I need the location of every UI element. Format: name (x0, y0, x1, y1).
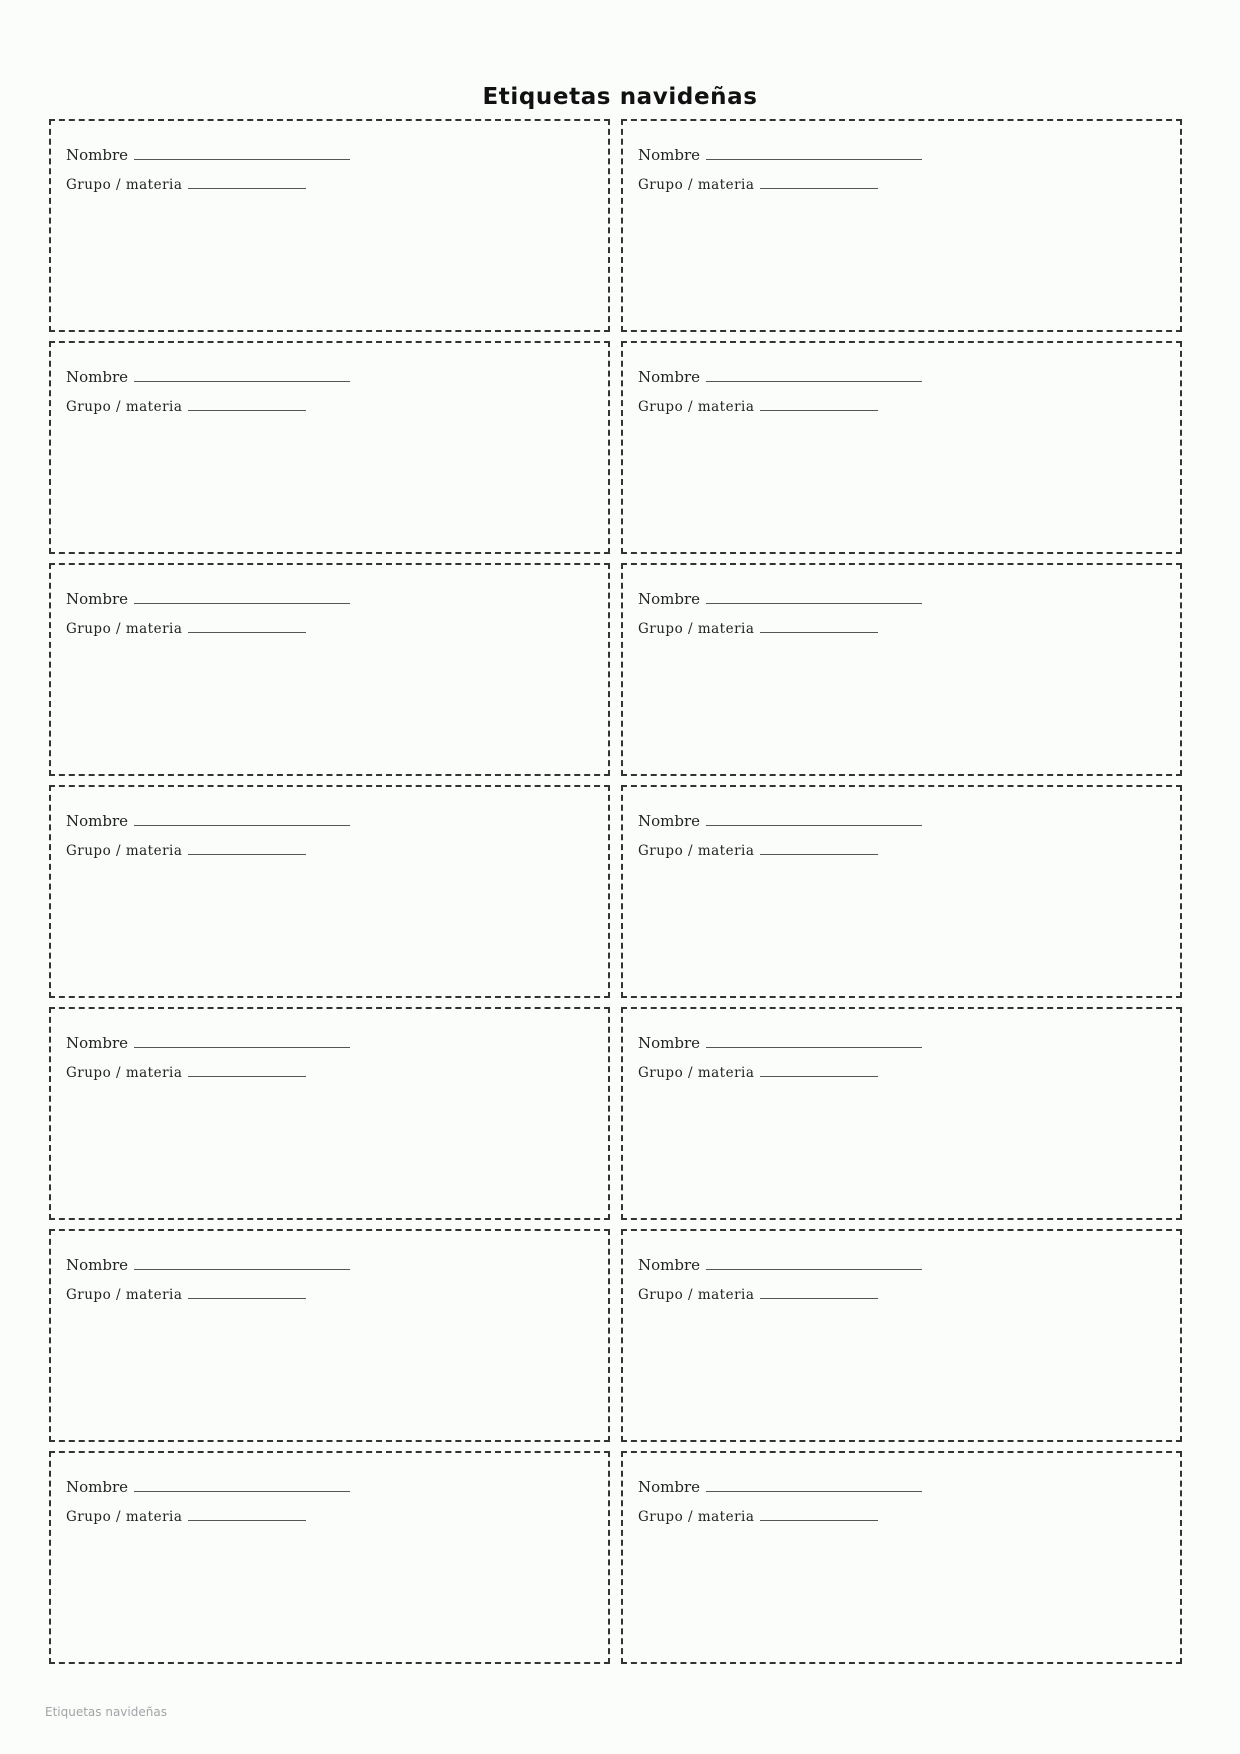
group-label: Grupo / materia (638, 843, 755, 859)
group-label: Grupo / materia (66, 1065, 183, 1081)
name-field (66, 1250, 593, 1280)
name-blank-line[interactable] (706, 602, 922, 604)
name-field (638, 1250, 1165, 1280)
name-label: Nombre (638, 1034, 701, 1052)
gift-label (621, 341, 1182, 554)
name-field (66, 362, 593, 392)
name-field (638, 362, 1165, 392)
group-label: Grupo / materia (66, 843, 183, 859)
name-label: Nombre (66, 1478, 129, 1496)
group-label: Grupo / materia (66, 1287, 183, 1303)
group-field (66, 614, 593, 644)
group-blank-line[interactable] (760, 409, 878, 411)
page-title: Etiquetas navideñas (482, 84, 758, 110)
gift-label (621, 1229, 1182, 1442)
gift-label (49, 119, 610, 332)
group-blank-line[interactable] (760, 1297, 878, 1299)
name-blank-line[interactable] (134, 158, 350, 160)
group-label: Grupo / materia (638, 1509, 755, 1525)
gift-label (621, 1451, 1182, 1664)
name-label: Nombre (66, 146, 129, 164)
name-label: Nombre (638, 590, 701, 608)
name-field (638, 1472, 1165, 1502)
gift-label (49, 785, 610, 998)
name-label: Nombre (638, 368, 701, 386)
gift-label (621, 785, 1182, 998)
gift-label (621, 563, 1182, 776)
gift-label (621, 1007, 1182, 1220)
name-label: Nombre (638, 812, 701, 830)
name-blank-line[interactable] (706, 1268, 922, 1270)
name-blank-line[interactable] (706, 1046, 922, 1048)
name-field (638, 584, 1165, 614)
name-label: Nombre (66, 812, 129, 830)
name-blank-line[interactable] (134, 1268, 350, 1270)
name-blank-line[interactable] (134, 602, 350, 604)
name-label: Nombre (66, 1256, 129, 1274)
name-label: Nombre (638, 1478, 701, 1496)
group-label: Grupo / materia (638, 1065, 755, 1081)
label-grid (49, 119, 1182, 1664)
name-blank-line[interactable] (706, 824, 922, 826)
gift-label (49, 563, 610, 776)
name-blank-line[interactable] (134, 824, 350, 826)
group-field (638, 1280, 1165, 1310)
group-label: Grupo / materia (638, 177, 755, 193)
group-blank-line[interactable] (188, 631, 306, 633)
name-label: Nombre (66, 590, 129, 608)
group-field (66, 392, 593, 422)
name-blank-line[interactable] (706, 380, 922, 382)
group-blank-line[interactable] (188, 853, 306, 855)
group-blank-line[interactable] (188, 1297, 306, 1299)
group-label: Grupo / materia (638, 1287, 755, 1303)
group-blank-line[interactable] (760, 853, 878, 855)
gift-label (49, 1229, 610, 1442)
group-field (66, 170, 593, 200)
name-label: Nombre (638, 146, 701, 164)
group-field (66, 1502, 593, 1532)
gift-label (49, 1451, 610, 1664)
group-blank-line[interactable] (760, 1075, 878, 1077)
group-field (638, 1058, 1165, 1088)
group-blank-line[interactable] (188, 409, 306, 411)
name-blank-line[interactable] (134, 1490, 350, 1492)
name-field (638, 1028, 1165, 1058)
page-footer: Etiquetas navideñas (45, 1705, 167, 1719)
group-label: Grupo / materia (66, 621, 183, 637)
group-label: Grupo / materia (66, 1509, 183, 1525)
group-blank-line[interactable] (760, 631, 878, 633)
group-field (638, 170, 1165, 200)
gift-label (49, 341, 610, 554)
group-field (66, 1058, 593, 1088)
name-field (66, 1472, 593, 1502)
group-label: Grupo / materia (638, 399, 755, 415)
name-blank-line[interactable] (134, 380, 350, 382)
gift-label (621, 119, 1182, 332)
name-field (638, 806, 1165, 836)
group-label: Grupo / materia (66, 399, 183, 415)
gift-label (49, 1007, 610, 1220)
group-field (638, 1502, 1165, 1532)
name-label: Nombre (638, 1256, 701, 1274)
group-field (66, 836, 593, 866)
name-field (66, 584, 593, 614)
group-blank-line[interactable] (188, 1075, 306, 1077)
name-field (66, 806, 593, 836)
group-blank-line[interactable] (760, 1519, 878, 1521)
name-field (66, 1028, 593, 1058)
group-blank-line[interactable] (760, 187, 878, 189)
group-field (66, 1280, 593, 1310)
name-blank-line[interactable] (134, 1046, 350, 1048)
name-blank-line[interactable] (706, 158, 922, 160)
name-label: Nombre (66, 368, 129, 386)
group-field (638, 392, 1165, 422)
name-field (638, 140, 1165, 170)
name-blank-line[interactable] (706, 1490, 922, 1492)
group-field (638, 836, 1165, 866)
name-field (66, 140, 593, 170)
name-label: Nombre (66, 1034, 129, 1052)
group-label: Grupo / materia (66, 177, 183, 193)
group-field (638, 614, 1165, 644)
group-blank-line[interactable] (188, 187, 306, 189)
group-label: Grupo / materia (638, 621, 755, 637)
group-blank-line[interactable] (188, 1519, 306, 1521)
